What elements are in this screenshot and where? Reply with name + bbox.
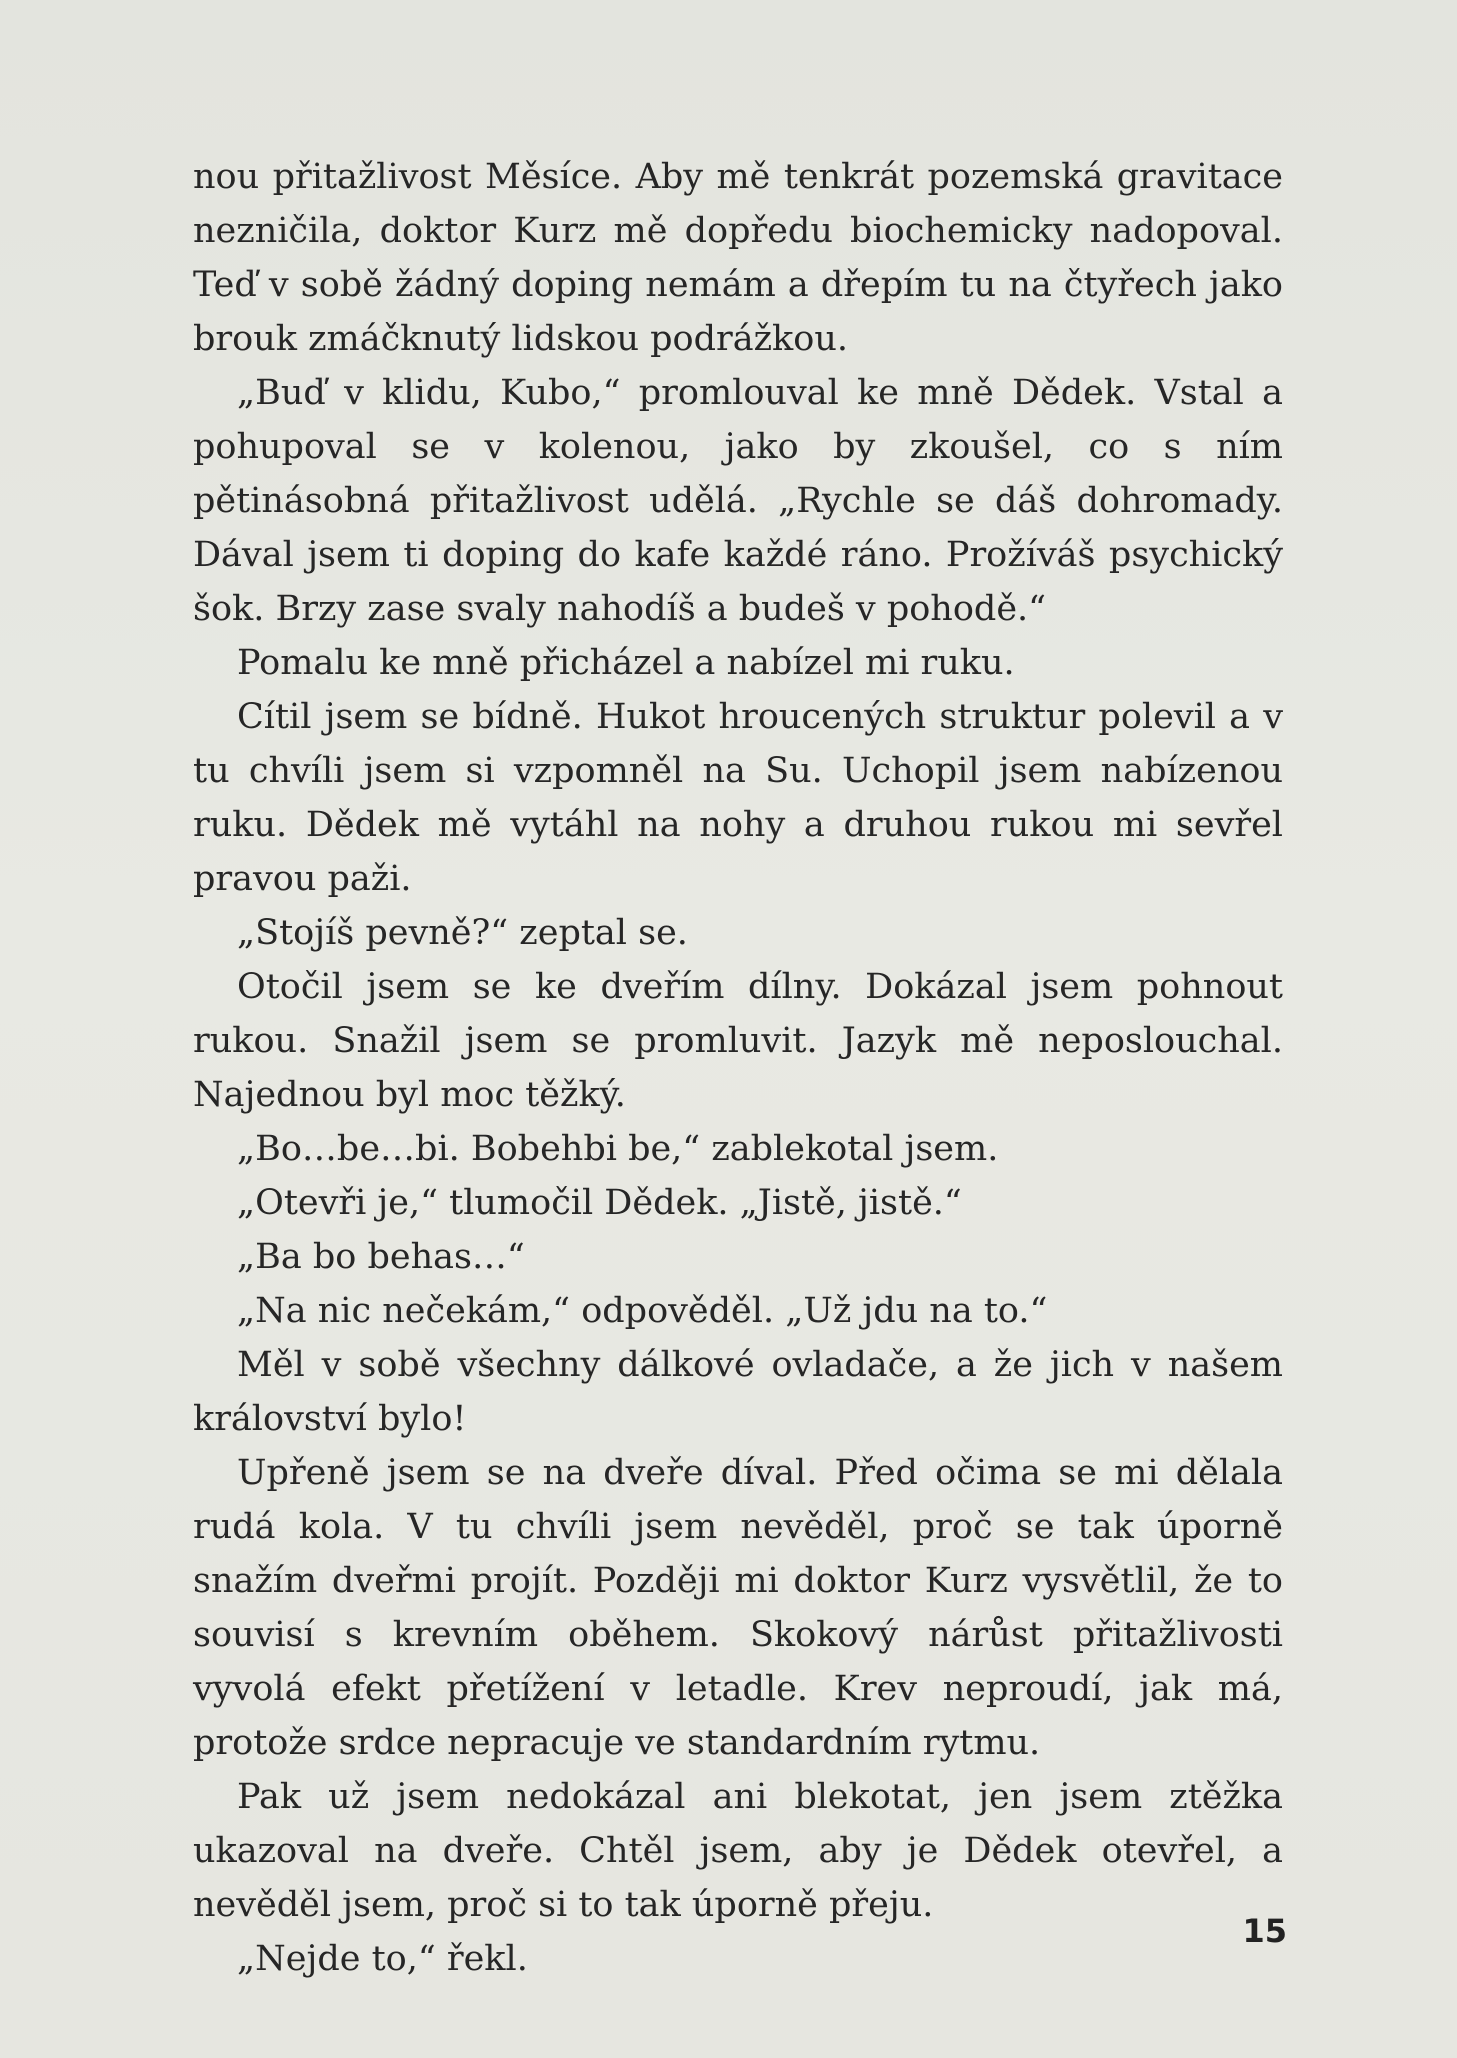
paragraph-8: „Otevři je,“ tlumočil Dědek. „Jistě, jistě.“ [237, 1183, 962, 1223]
paragraph-5: „Stojíš pevně?“ zeptal se. [237, 913, 688, 953]
paragraph-10: „Na nic nečekám,“ odpověděl. „Už jdu na to.“ [237, 1291, 1048, 1331]
paragraph-11: Měl v sobě všechny dálkové ovladače, a že jich v našem království bylo! [193, 1345, 1283, 1439]
paragraph-6: Otočil jsem se ke dveřím dílny. Dokázal jsem pohnout rukou. Snažil jsem se promluvit. Jazyk mě neposlouchal. Najednou byl moc těžký. [193, 967, 1283, 1115]
paragraph-4: Cítil jsem se bídně. Hukot hroucených struktur polevil a v tu chvíli jsem si vzpomněl na Su. Uchopil jsem nabízenou ruku. Dědek mě vytáhl na nohy a druhou rukou mi sevřel pravou paži. [193, 697, 1283, 899]
paragraph-2: „Buď v klidu, Kubo,“ promlouval ke mně Dědek. Vstal a pohupoval se v kolenou, jako by zkoušel, co s ním pětinásobná přitažlivost udělá. „Rychle se dáš dohromady. Dával jsem ti doping do kafe každé ráno. Prožíváš psychický šok. Brzy zase svaly nahodíš a budeš v pohodě.“ [193, 373, 1283, 629]
paragraph-13: Pak už jsem nedokázal ani blekotat, jen jsem ztěžka ukazoval na dveře. Chtěl jsem, aby je Dědek otevřel, a nevěděl jsem, proč si to tak úporně přeju. [193, 1777, 1283, 1925]
page-number: 15 [1242, 1912, 1287, 1950]
paragraph-3: Pomalu ke mně přicházel a nabízel mi ruku. [237, 643, 1015, 683]
page-body-text [193, 150, 1283, 1986]
paragraph-1: nou přitažlivost Měsíce. Aby mě tenkrát pozemská gravitace nezničila, doktor Kurz mě dopředu biochemicky nadopoval. Teď v sobě žádný doping nemám a dřepím tu na čtyřech jako brouk zmáčknutý lidskou podrážkou. [193, 157, 1283, 359]
paragraph-12: Upřeně jsem se na dveře díval. Před očima se mi dělala rudá kola. V tu chvíli jsem nevěděl, proč se tak úporně snažím dveřmi projít. Později mi doktor Kurz vysvětlil, že to souvisí s krevním oběhem. Skokový nárůst přitažlivosti vyvolá efekt přetížení v letadle. Krev neproudí, jak má, protože srdce nepracuje ve standardním rytmu. [193, 1453, 1283, 1763]
paragraph-14: „Nejde to,“ řekl. [237, 1939, 528, 1979]
paragraph-9: „Ba bo behas…“ [237, 1237, 525, 1277]
paragraph-7: „Bo…be…bi. Bobehbi be,“ zablekotal jsem. [237, 1129, 999, 1169]
